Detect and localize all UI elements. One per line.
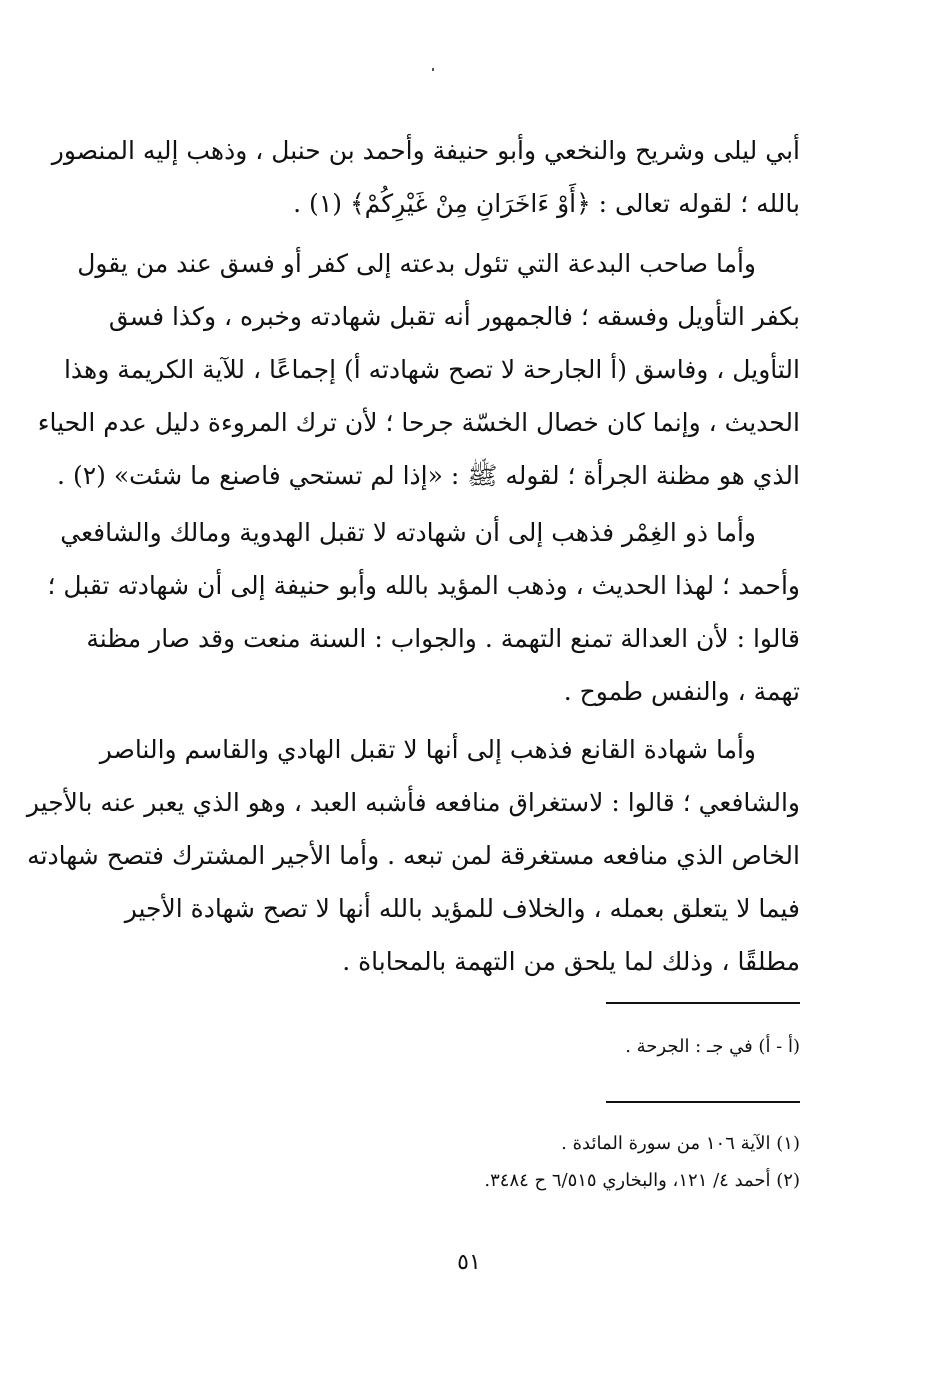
text-line: الحديث ، وإنما كان خصال الخسّة جرحا ؛ لأن ترك المروءة دليل عدم الحياء: [37, 408, 800, 437]
footnote-divider: [606, 1101, 800, 1103]
text-line: الذي هو مظنة الجرأة ؛ لقوله ﷺ : «إذا لم تستحي فاصنع ما شئت» (٢) .: [57, 461, 800, 490]
text-line: وأحمد ؛ لهذا الحديث ، وذهب المؤيد بالله وأبو حنيفة إلى أن شهادته تقبل ؛: [47, 571, 800, 600]
variant-note: (أ - أ) في جـ : الجرحة .: [625, 1036, 800, 1057]
paragraph-3: [47, 506, 800, 718]
text-line: مطلقًا ، وذلك لما يلحق من التهمة بالمحاباة .: [342, 947, 800, 976]
text-line: والشافعي ؛ قالوا : لاستغراق منافعه فأشبه العبد ، وهو الذي يعبر عنه بالأجير: [26, 788, 800, 817]
paragraph-4: [26, 723, 800, 988]
text-line: بكفر التأويل وفسقه ؛ فالجمهور أنه تقبل شهادته وخبره ، وكذا فسق: [108, 302, 800, 331]
text-line: وأما صاحب البدعة التي تئول بدعته إلى كفر أو فسق عند من يقول: [77, 249, 756, 278]
text-line: بالله ؛ لقوله تعالى : ﴿أَوْ ءَاخَرَانِ مِنْ غَيْرِكُمْ﴾ (١) .: [293, 189, 800, 218]
paragraph-2: [37, 237, 800, 502]
text-line: وأما ذو الغِمْر فذهب إلى أن شهادته لا تقبل الهدوية ومالك والشافعي: [60, 518, 756, 547]
text-line: التأويل ، وفاسق (أ الجارحة لا تصح شهادته أ) إجماعًا ، للآية الكريمة وهذا: [63, 355, 800, 384]
footnote: (٢) أحمد ٤/ ١٢١، والبخاري ٦/٥١٥ ح ٣٤٨٤.: [484, 1170, 800, 1191]
footnote: (١) الآية ١٠٦ من سورة المائدة .: [561, 1133, 800, 1154]
text-line: الخاص الذي منافعه مستغرقة لمن تبعه . وأما الأجير المشترك فتصح شهادته: [27, 841, 800, 870]
text-line: وأما شهادة القانع فذهب إلى أنها لا تقبل الهادي والقاسم والناصر: [99, 735, 756, 764]
text-line: تهمة ، والنفس طموح .: [563, 677, 800, 706]
scan-speck: [432, 68, 434, 71]
footnote-divider: [606, 1002, 800, 1004]
text-line: قالوا : لأن العدالة تمنع التهمة . والجواب : السنة منعت وقد صار مظنة: [86, 624, 800, 653]
text-line: فيما لا يتعلق بعمله ، والخلاف للمؤيد بالله أنها لا تصح شهادة الأجير: [124, 894, 800, 923]
page-number: ٥١: [457, 1250, 481, 1275]
text-line: أبي ليلى وشريح والنخعي وأبو حنيفة وأحمد بن حنبل ، وذهب إليه المنصور: [51, 136, 800, 165]
paragraph-1: [51, 124, 800, 230]
